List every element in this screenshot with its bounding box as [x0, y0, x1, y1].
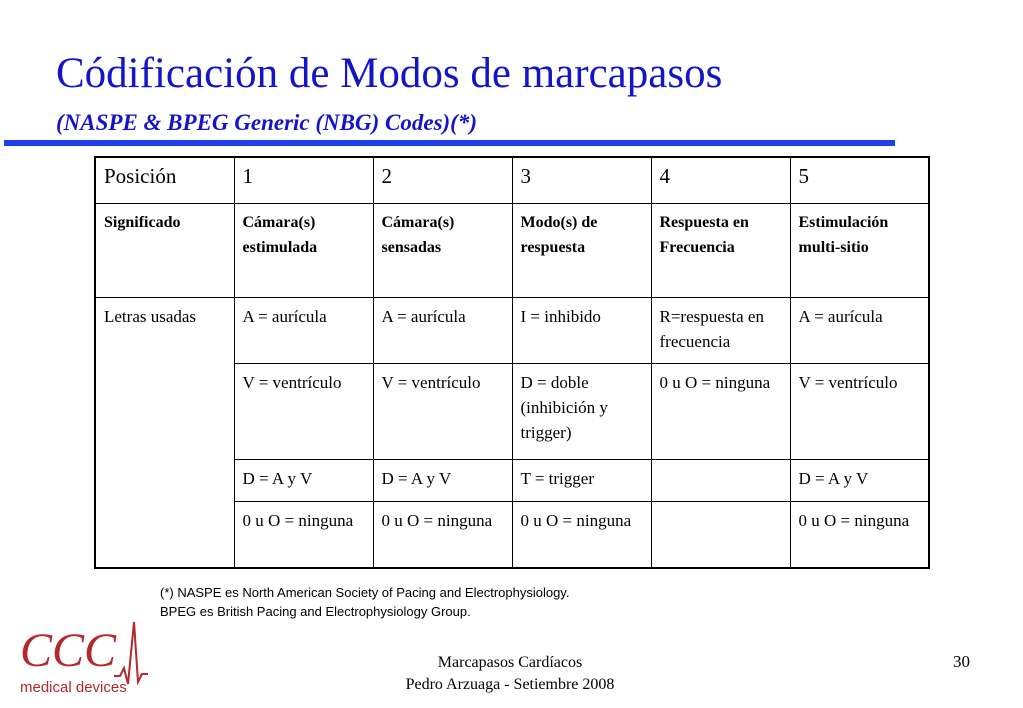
table-cell: 0 u O = ninguna	[512, 501, 651, 568]
table-cell: 0 u O = ninguna	[373, 501, 512, 568]
header-cell-1: 1	[234, 157, 373, 203]
meaning-cell: Respuesta en Frecuencia	[651, 203, 790, 297]
table-cell	[651, 459, 790, 501]
table-cell: V = ventrículo	[790, 363, 929, 459]
header-cell-5: 5	[790, 157, 929, 203]
header-cell-4: 4	[651, 157, 790, 203]
header-cell-3: 3	[512, 157, 651, 203]
page-number: 30	[953, 652, 970, 671]
meaning-cell: Cámara(s) sensadas	[373, 203, 512, 297]
table-cell: V = ventrículo	[373, 363, 512, 459]
pacemaker-code-table	[94, 156, 930, 569]
table-cell: 0 u O = ninguna	[651, 363, 790, 459]
table-cell: D = A y V	[373, 459, 512, 501]
meaning-cell: Estimulación multi-sitio	[790, 203, 929, 297]
meaning-cell: Modo(s) de respuesta	[512, 203, 651, 297]
footnote-line: (*) NASPE es North American Society of Pacing and Electrophysiology.	[160, 585, 570, 600]
table-cell: R=respuesta en frecuencia	[651, 297, 790, 363]
footnote	[160, 583, 569, 621]
table-cell: D = doble (inhibición y trigger)	[512, 363, 651, 459]
meaning-label: Significado	[95, 203, 234, 297]
table-cell: I = inhibido	[512, 297, 651, 363]
table-cell: D = A y V	[790, 459, 929, 501]
footer-line: Marcapasos Cardíacos	[437, 654, 583, 671]
table-row	[95, 297, 929, 363]
title-divider	[4, 140, 895, 146]
table-cell: D = A y V	[234, 459, 373, 501]
table-cell: 0 u O = ninguna	[234, 501, 373, 568]
table-cell: A = aurícula	[790, 297, 929, 363]
meaning-row	[95, 203, 929, 297]
header-cell-position: Posición	[95, 157, 234, 203]
table-cell: A = aurícula	[373, 297, 512, 363]
table-header-row	[95, 157, 929, 203]
table-cell	[651, 501, 790, 568]
slide-subtitle: (NASPE & BPEG Generic (NBG) Codes)(*)	[56, 110, 477, 135]
footer-credit	[380, 652, 640, 696]
header-cell-2: 2	[373, 157, 512, 203]
table-cell: A = aurícula	[234, 297, 373, 363]
table-cell: 0 u O = ninguna	[790, 501, 929, 568]
slide-title: Códificación de Modos de marcapasos	[56, 50, 723, 97]
meaning-cell: Cámara(s) estimulada	[234, 203, 373, 297]
table-cell: T = trigger	[512, 459, 651, 501]
logo-letters: CCC	[20, 624, 117, 677]
logo-graphic	[18, 614, 148, 698]
footer-line: Pedro Arzuaga - Setiembre 2008	[405, 676, 615, 693]
letters-label: Letras usadas	[95, 297, 234, 568]
logo-caption: medical devices	[20, 679, 127, 696]
ccc-medical-devices-logo	[18, 614, 148, 698]
table-cell: V = ventrículo	[234, 363, 373, 459]
heartbeat-icon	[114, 622, 148, 684]
footnote-line: BPEG es British Pacing and Electrophysiology Group.	[160, 604, 471, 619]
